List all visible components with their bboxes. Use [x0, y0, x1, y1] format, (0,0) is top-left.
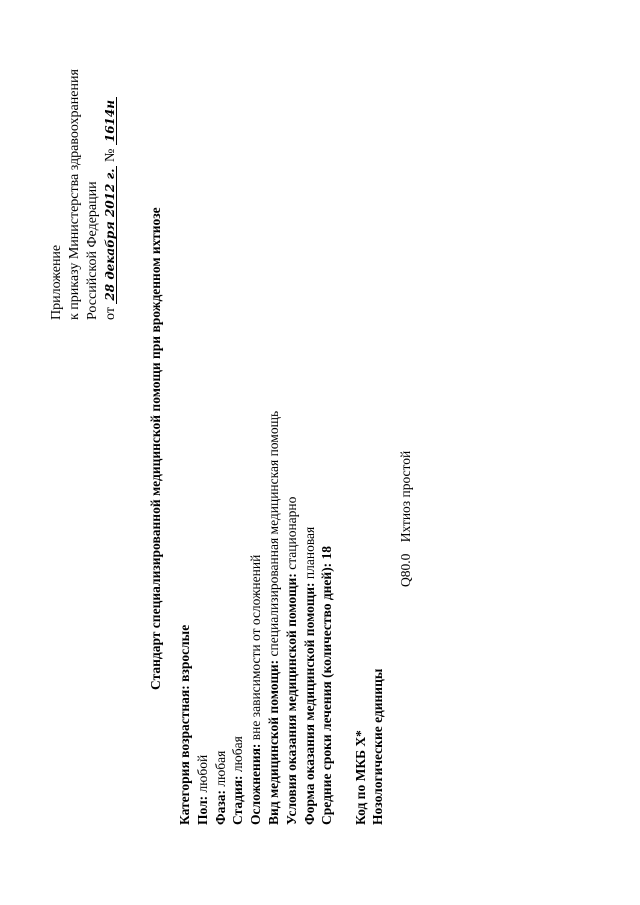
param-label: Вид медицинской помощи:	[265, 659, 281, 825]
param-value: вне зависимости от осложнений	[248, 554, 264, 744]
number-prefix: №	[103, 148, 118, 163]
date-prefix: от	[103, 307, 118, 320]
param-complications	[247, 411, 265, 825]
standard-parameters	[176, 411, 336, 825]
appendix-title: Приложение	[49, 244, 64, 320]
param-value: плановая	[301, 526, 317, 583]
appendix-federation-line: Российской Федерации	[85, 181, 100, 320]
icd-entry	[398, 451, 414, 587]
param-value: стационарно	[283, 496, 299, 574]
icd-name: Ихтиоз простой	[398, 450, 413, 543]
param-stage	[229, 411, 247, 825]
param-value: любой	[194, 754, 210, 796]
param-label: Категория возрастная:	[177, 685, 192, 825]
icd-subheader: Нозологические единицы	[370, 668, 385, 825]
param-value: любая	[212, 750, 228, 790]
handwritten-number: 1614н	[104, 97, 117, 145]
icd-header: Код по МКБ X*	[353, 730, 368, 825]
param-value: 18	[319, 545, 335, 563]
appendix-date-line	[102, 69, 120, 320]
param-label: Стадия:	[230, 775, 246, 825]
param-label: Осложнения:	[248, 743, 264, 825]
document-title: Стандарт специализированной медицинской помощи при врожденном ихтиозе	[148, 207, 163, 690]
param-label: Условия оказания медицинской помощи:	[283, 573, 299, 825]
param-age-category	[176, 411, 194, 825]
param-care-form	[301, 411, 319, 825]
param-value: любая	[230, 736, 246, 776]
icd-section	[352, 669, 386, 825]
param-care-conditions	[283, 411, 301, 825]
param-sex	[194, 411, 212, 825]
param-treatment-duration	[318, 411, 336, 825]
param-value: взрослые	[177, 624, 192, 686]
param-phase	[212, 411, 230, 825]
icd-code: Q80.0	[398, 553, 413, 587]
param-label: Форма оказания медицинской помощи:	[301, 582, 317, 825]
handwritten-date: 28 декабря 2012 г.	[104, 166, 117, 304]
appendix-block	[48, 69, 120, 320]
param-value: специализированная медицинская помощь	[265, 410, 281, 660]
param-care-type	[265, 411, 283, 825]
param-label: Средние сроки лечения (количество дней):	[319, 562, 335, 825]
appendix-order-line: к приказу Министерства здравоохранения	[67, 69, 82, 320]
param-label: Пол:	[194, 795, 210, 825]
param-label: Фаза:	[212, 789, 228, 825]
